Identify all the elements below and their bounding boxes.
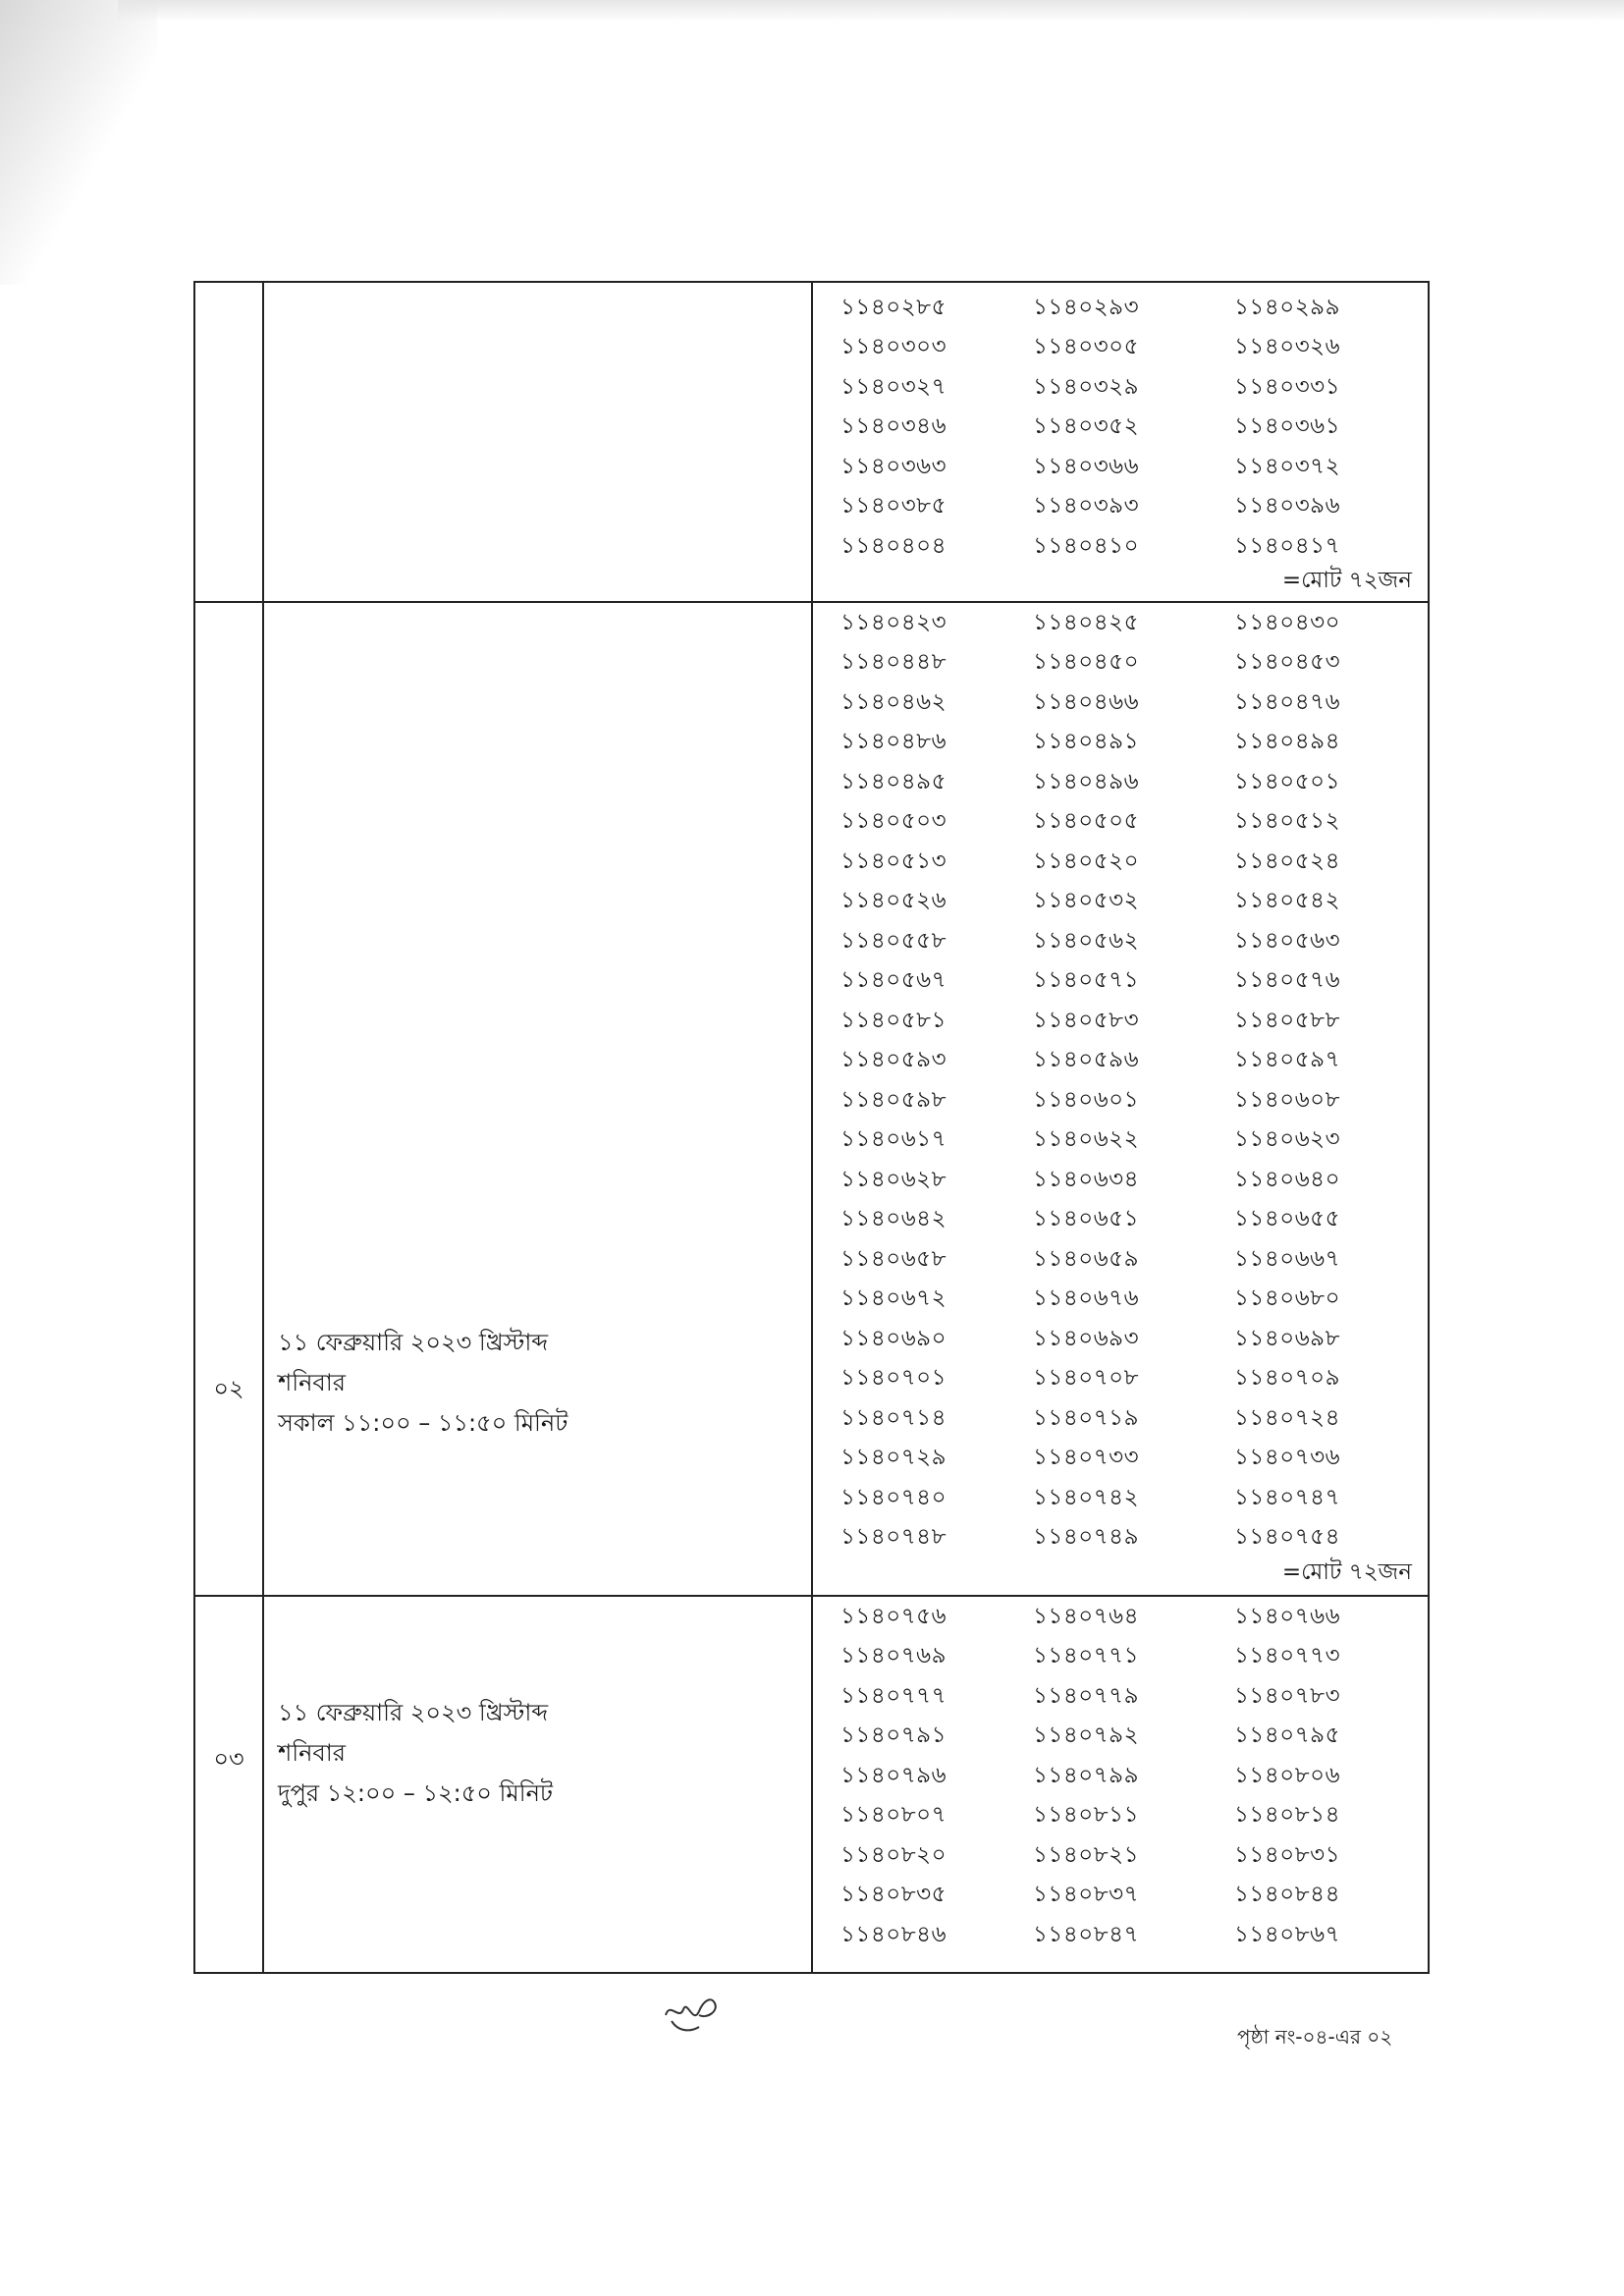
roll-number: ১১৪০৪২৩ xyxy=(840,609,947,635)
roll-number: ১১৪০৩৩১ xyxy=(1234,373,1341,400)
roll-number: ১১৪০৪০৪ xyxy=(840,532,947,559)
table-section-02 xyxy=(195,603,1428,1595)
roll-number: ১১৪০৮৩৭ xyxy=(1033,1882,1140,1908)
roll-number: ১১৪০৩৬৩ xyxy=(840,453,947,479)
exam-schedule xyxy=(278,1323,808,1444)
roll-number: ১১৪০৬৫৯ xyxy=(1033,1245,1140,1272)
roll-number: ১১৪০৬৭২ xyxy=(840,1285,947,1312)
roll-number: ১১৪০৩৪৬ xyxy=(840,413,947,440)
total-count: =মোট ৭২জন xyxy=(1281,1559,1412,1585)
exam-time: সকাল ১১:০০ – ১১:৫০ মিনিট xyxy=(278,1409,568,1437)
roll-number: ১১৪০৭২৪ xyxy=(1234,1404,1341,1431)
exam-date: ১১ ফেব্রুয়ারি ২০২৩ খ্রিস্টাব্দ xyxy=(278,1329,549,1356)
roll-number: ১১৪০৮৬৭ xyxy=(1234,1921,1341,1947)
roll-number: ১১৪০৬৫১ xyxy=(1033,1206,1140,1232)
signature-initials xyxy=(660,1982,738,2041)
roll-number: ১১৪০৮৩১ xyxy=(1234,1841,1341,1868)
roll-number: ১১৪০৪২৫ xyxy=(1033,609,1140,635)
roll-number: ১১৪০৪১০ xyxy=(1033,532,1140,559)
roll-number: ১১৪০৩২৭ xyxy=(840,373,947,400)
roll-number: ১১৪০৬৭৬ xyxy=(1033,1285,1140,1312)
roll-number: ১১৪০৪৯৫ xyxy=(840,768,947,794)
roll-number: ১১৪০৫৮৮ xyxy=(1234,1007,1341,1033)
roll-number: ১১৪০৫২৪ xyxy=(1234,847,1341,874)
roll-number: ১১৪০৪৭৬ xyxy=(1234,688,1341,715)
roll-number: ১১৪০৬০১ xyxy=(1033,1086,1140,1113)
roll-number: ১১৪০৫৬৭ xyxy=(840,967,947,994)
roll-number: ১১৪০৪৯৬ xyxy=(1033,768,1140,794)
roll-number: ১১৪০৬৫৫ xyxy=(1234,1206,1341,1232)
roll-number: ১১৪০৫৮১ xyxy=(840,1007,947,1033)
page-number: পৃষ্ঠা নং-০৪-এর ০২ xyxy=(1237,2025,1393,2049)
roll-number: ১১৪০৭৯২ xyxy=(1033,1722,1140,1749)
roll-number: ১১৪০৪৮৬ xyxy=(840,729,947,755)
roll-number: ১১৪০৬১৭ xyxy=(840,1126,947,1153)
roll-number: ১১৪০৪৯১ xyxy=(1033,729,1140,755)
roll-number: ১১৪০৭৯১ xyxy=(840,1722,947,1749)
roll-number: ১১৪০৬০৮ xyxy=(1234,1086,1341,1113)
exam-day: শনিবার xyxy=(278,1739,346,1767)
roll-number: ১১৪০৬৮০ xyxy=(1234,1285,1341,1312)
roll-number: ১১৪০৭৮৩ xyxy=(1234,1682,1341,1709)
roll-number: ১১৪০৪৬২ xyxy=(840,688,947,715)
roll-number: ১১৪০৩৯৬ xyxy=(1234,493,1341,519)
roll-number: ১১৪০৫২০ xyxy=(1033,847,1140,874)
roll-number: ১১৪০৪১৭ xyxy=(1234,532,1341,559)
table-section-continued xyxy=(195,283,1428,601)
roll-number: ১১৪০৬৪০ xyxy=(1234,1166,1341,1192)
exam-time: দুপুর ১২:০০ – ১২:৫০ মিনিট xyxy=(278,1779,553,1807)
roll-number: ১১৪০৬২২ xyxy=(1033,1126,1140,1153)
roll-number: ১১৪০৭৭৩ xyxy=(1234,1643,1341,1669)
roll-number: ১১৪০৮৪৪ xyxy=(1234,1882,1341,1908)
exam-date: ১১ ফেব্রুয়ারি ২০২৩ খ্রিস্টাব্দ xyxy=(278,1699,549,1726)
roll-number: ১১৪০৫৪২ xyxy=(1234,888,1341,914)
roll-number: ১১৪০৮১১ xyxy=(1033,1802,1140,1829)
roll-grid xyxy=(813,603,1428,1558)
roll-number: ১১৪০৪৫৩ xyxy=(1234,649,1341,676)
roll-number: ১১৪০৭৩৩ xyxy=(1033,1445,1140,1471)
roll-number: ১১৪০৫৭৬ xyxy=(1234,967,1341,994)
roll-number: ১১৪০৭৭৯ xyxy=(1033,1682,1140,1709)
roll-number: ১১৪০৭৭৭ xyxy=(840,1682,947,1709)
roll-number: ১১৪০৪৩০ xyxy=(1234,609,1341,635)
roll-number: ১১৪০৭৬৪ xyxy=(1033,1603,1140,1629)
roll-number: ১১৪০৬৩৪ xyxy=(1033,1166,1140,1192)
roll-number: ১১৪০৫৯৩ xyxy=(840,1047,947,1073)
roll-number: ১১৪০৭৭১ xyxy=(1033,1643,1140,1669)
roll-number: ১১৪০৫৯৭ xyxy=(1234,1047,1341,1073)
roll-number: ১১৪০৭৪০ xyxy=(840,1484,947,1510)
roll-number: ১১৪০৫১২ xyxy=(1234,808,1341,835)
roll-number: ১১৪০৩৫২ xyxy=(1033,413,1140,440)
serial-number: ০৩ xyxy=(213,1745,244,1773)
roll-number: ১১৪০৬৯৩ xyxy=(1033,1325,1140,1351)
roll-number: ১১৪০৮২০ xyxy=(840,1841,947,1868)
roll-number: ১১৪০৪৬৬ xyxy=(1033,688,1140,715)
roll-number: ১১৪০৭৪২ xyxy=(1033,1484,1140,1510)
roll-number: ১১৪০৮৪৭ xyxy=(1033,1921,1140,1947)
roll-number: ১১৪০৫৮৩ xyxy=(1033,1007,1140,1033)
roll-number: ১১৪০৭৪৭ xyxy=(1234,1484,1341,1510)
roll-number: ১১৪০৩৬৬ xyxy=(1033,453,1140,479)
roll-number: ১১৪০৩৮৫ xyxy=(840,493,947,519)
roll-number: ১১৪০৭৪৯ xyxy=(1033,1524,1140,1551)
roll-number: ১১৪০৫১৩ xyxy=(840,847,947,874)
roll-number: ১১৪০৭০১ xyxy=(840,1365,947,1392)
roll-number: ১১৪০৩৬১ xyxy=(1234,413,1341,440)
roll-number: ১১৪০৭৫৬ xyxy=(840,1603,947,1629)
roll-number: ১১৪০৬৯৮ xyxy=(1234,1325,1341,1351)
roll-number: ১১৪০৫৬৩ xyxy=(1234,927,1341,954)
roll-number: ১১৪০৮১৪ xyxy=(1234,1802,1341,1829)
roll-number-table xyxy=(193,281,1430,1974)
roll-number: ১১৪০৫৫৮ xyxy=(840,927,947,954)
roll-number: ১১৪০৭০৯ xyxy=(1234,1365,1341,1392)
exam-day: শনিবার xyxy=(278,1369,346,1396)
roll-number: ১১৪০৪৯৪ xyxy=(1234,729,1341,755)
roll-number: ১১৪০৩২৬ xyxy=(1234,334,1341,360)
scan-shadow-corner xyxy=(0,0,157,285)
roll-number: ১১৪০২৮৫ xyxy=(840,294,947,320)
roll-number: ১১৪০৬৬৭ xyxy=(1234,1245,1341,1272)
roll-number: ১১৪০৫৯৬ xyxy=(1033,1047,1140,1073)
roll-number: ১১৪০৮০৭ xyxy=(840,1802,947,1829)
roll-number: ১১৪০৭৯৫ xyxy=(1234,1722,1341,1749)
roll-number: ১১৪০৫০১ xyxy=(1234,768,1341,794)
roll-number: ১১৪০৭০৮ xyxy=(1033,1365,1140,1392)
roll-number: ১১৪০৭৩৬ xyxy=(1234,1445,1341,1471)
roll-number: ১১৪০৫২৬ xyxy=(840,888,947,914)
roll-number: ১১৪০৫০৩ xyxy=(840,808,947,835)
roll-number: ১১৪০৭৫৪ xyxy=(1234,1524,1341,1551)
roll-number: ১১৪০৭২৯ xyxy=(840,1445,947,1471)
roll-number: ১১৪০৮৪৬ xyxy=(840,1921,947,1947)
roll-number: ১১৪০৬৯০ xyxy=(840,1325,947,1351)
roll-grid xyxy=(813,288,1428,567)
roll-number: ১১৪০৩০৩ xyxy=(840,334,947,360)
roll-number: ১১৪০৩২৯ xyxy=(1033,373,1140,400)
roll-grid xyxy=(813,1597,1428,1955)
roll-number: ১১৪০৪৫০ xyxy=(1033,649,1140,676)
roll-number: ১১৪০৬৪২ xyxy=(840,1206,947,1232)
roll-number: ১১৪০৫৯৮ xyxy=(840,1086,947,1113)
roll-number: ১১৪০২৯৯ xyxy=(1234,294,1341,320)
roll-number: ১১৪০৫৩২ xyxy=(1033,888,1140,914)
roll-number: ১১৪০৭১৪ xyxy=(840,1404,947,1431)
roll-number: ১১৪০৬২৩ xyxy=(1234,1126,1341,1153)
total-count: =মোট ৭২জন xyxy=(1281,568,1412,593)
scan-shadow-top xyxy=(118,0,1624,22)
roll-number: ১১৪০৬২৮ xyxy=(840,1166,947,1192)
roll-number: ১১৪০৭৯৯ xyxy=(1033,1762,1140,1788)
roll-number: ১১৪০৮২১ xyxy=(1033,1841,1140,1868)
roll-number: ১১৪০৬৫৮ xyxy=(840,1245,947,1272)
roll-number: ১১৪০৭১৯ xyxy=(1033,1404,1140,1431)
exam-schedule xyxy=(278,1693,808,1814)
roll-number: ১১৪০৭৬৬ xyxy=(1234,1603,1341,1629)
roll-number: ১১৪০৩৭২ xyxy=(1234,453,1341,479)
roll-number: ১১৪০৭৯৬ xyxy=(840,1762,947,1788)
roll-number: ১১৪০৫৭১ xyxy=(1033,967,1140,994)
serial-number: ০২ xyxy=(213,1375,244,1402)
roll-number: ১১৪০৫০৫ xyxy=(1033,808,1140,835)
roll-number: ১১৪০৭৬৯ xyxy=(840,1643,947,1669)
roll-number: ১১৪০২৯৩ xyxy=(1033,294,1140,320)
roll-number: ১১৪০৩৯৩ xyxy=(1033,493,1140,519)
roll-number: ১১৪০৫৬২ xyxy=(1033,927,1140,954)
roll-number: ১১৪০৮০৬ xyxy=(1234,1762,1341,1788)
roll-number: ১১৪০৪৪৮ xyxy=(840,649,947,676)
table-section-03 xyxy=(195,1597,1428,1972)
roll-number: ১১৪০৩০৫ xyxy=(1033,334,1140,360)
roll-number: ১১৪০৭৪৮ xyxy=(840,1524,947,1551)
roll-number: ১১৪০৮৩৫ xyxy=(840,1882,947,1908)
